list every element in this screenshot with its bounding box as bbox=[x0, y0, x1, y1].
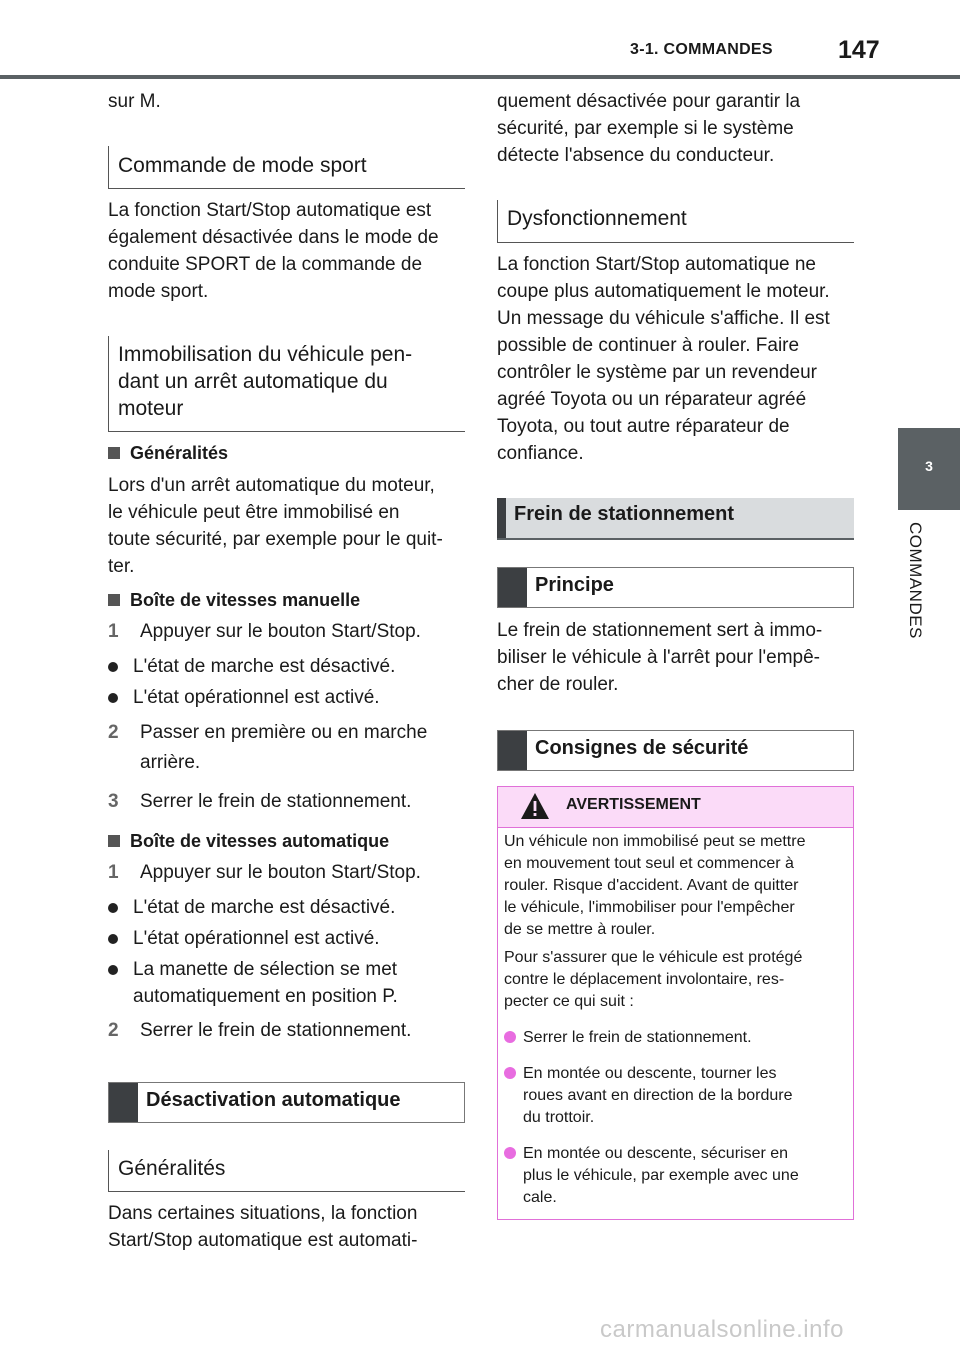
bullet-dot-icon bbox=[504, 1031, 516, 1043]
manual-step-2 bbox=[108, 722, 427, 744]
heading-sport-mode-text: Commande de mode sport bbox=[118, 154, 367, 177]
text-line: coupe plus automatiquement le moteur. bbox=[497, 281, 830, 302]
warning-paragraph-2 bbox=[504, 947, 802, 1013]
step-number: 1 bbox=[108, 621, 119, 642]
text-line: roues avant en direction de la bordure bbox=[523, 1087, 793, 1104]
subheading-general-text: Généralités bbox=[130, 443, 229, 463]
bullet-dot-icon bbox=[504, 1147, 516, 1159]
text-line: en mouvement tout seul et commencer à bbox=[504, 855, 794, 872]
subheading-automatic-text: Boîte de vitesses automatique bbox=[130, 831, 390, 851]
manual-step-2-cont: arrière. bbox=[140, 752, 201, 773]
intro-text: sur M. bbox=[108, 91, 161, 112]
section-bar-parking-brake bbox=[497, 498, 854, 540]
box-heading-text: Consignes de sécurité bbox=[535, 737, 749, 759]
warning-bullet-1 bbox=[504, 1027, 844, 1049]
step-number: 2 bbox=[108, 1020, 119, 1041]
text-line: ter. bbox=[108, 556, 135, 577]
paragraph-sport bbox=[108, 197, 439, 305]
step-number: 1 bbox=[108, 862, 119, 883]
text-line: quement désactivée pour garantir la bbox=[497, 91, 801, 112]
step-text: Appuyer sur le bouton Start/Stop. bbox=[140, 621, 421, 642]
bullet-text: La manette de sélection se met bbox=[133, 959, 398, 980]
text-line: le véhicule peut être immobilisé en bbox=[108, 502, 400, 523]
section-bar-text: Frein de stationnement bbox=[514, 503, 735, 525]
text-line: En montée ou descente, tourner les bbox=[523, 1065, 777, 1082]
text-line: possible de continuer à rouler. Faire bbox=[497, 335, 800, 356]
auto-bullet-1 bbox=[108, 894, 465, 921]
manual-bullet-2 bbox=[108, 684, 465, 711]
page-number: 147 bbox=[838, 36, 880, 64]
manual-step-1 bbox=[108, 621, 421, 643]
text-line: contrôler le système par un revendeur bbox=[497, 362, 817, 383]
bullet-dot-icon bbox=[108, 662, 118, 672]
heading-malfunction bbox=[497, 200, 854, 243]
bullet-dot-icon bbox=[108, 965, 118, 975]
text-line: rouler. Risque d'accident. Avant de quitter bbox=[504, 877, 799, 894]
bullet-text: L'état opérationnel est activé. bbox=[133, 928, 380, 949]
square-bullet-icon bbox=[108, 447, 120, 459]
text-line: mode sport. bbox=[108, 281, 209, 302]
bullet-dot-icon bbox=[108, 903, 118, 913]
heading-malfunction-text: Dysfonctionnement bbox=[507, 207, 687, 230]
text-line: moteur bbox=[118, 397, 184, 420]
auto-step-2 bbox=[108, 1020, 411, 1042]
subheading-automatic bbox=[108, 831, 389, 852]
text-line: le véhicule, l'immobiliser pour l'empêcher bbox=[504, 899, 795, 916]
text-line: du trottoir. bbox=[523, 1109, 595, 1126]
text-line: sécurité, par exemple si le système bbox=[497, 118, 794, 139]
text-line: Un message du véhicule s'affiche. Il est bbox=[497, 308, 830, 329]
text-line: également désactivée dans le mode de bbox=[108, 227, 439, 248]
box-heading-text: Désactivation automatique bbox=[146, 1089, 401, 1111]
text-line: cher de rouler. bbox=[497, 674, 619, 695]
box-heading-text: Principe bbox=[535, 574, 614, 596]
text-line: conduite SPORT de la commande de bbox=[108, 254, 423, 275]
text-line: de se mettre à rouler. bbox=[504, 921, 656, 938]
paragraph-malfunction bbox=[497, 251, 830, 467]
step-text: Appuyer sur le bouton Start/Stop. bbox=[140, 862, 421, 883]
auto-step-1 bbox=[108, 862, 421, 884]
bar-tab bbox=[497, 498, 506, 538]
bullet-dot-icon bbox=[108, 693, 118, 703]
text-line: agréé Toyota ou un réparateur agréé bbox=[497, 389, 807, 410]
heading-immobilisation bbox=[108, 336, 465, 432]
section-title: 3-1. COMMANDES bbox=[630, 41, 773, 58]
text-line: contre le déplacement involontaire, res- bbox=[504, 971, 785, 988]
text-line: Serrer le frein de stationnement. bbox=[523, 1029, 752, 1046]
heading-general-2 bbox=[108, 1150, 465, 1192]
warning-bullet-3 bbox=[504, 1143, 844, 1209]
bullet-text: L'état opérationnel est activé. bbox=[133, 687, 380, 708]
warning-box bbox=[497, 786, 854, 1220]
bullet-text: L'état de marche est désactivé. bbox=[133, 897, 396, 918]
warning-triangle-icon bbox=[520, 791, 550, 821]
step-text: Passer en première ou en marche bbox=[140, 722, 428, 743]
heading-tab bbox=[498, 731, 527, 770]
auto-bullet-2 bbox=[108, 925, 465, 952]
square-bullet-icon bbox=[108, 835, 120, 847]
heading-tab bbox=[109, 1083, 138, 1122]
warning-paragraph-1 bbox=[504, 831, 805, 941]
watermark: carmanualsonline.info bbox=[600, 1316, 844, 1343]
manual-step-3 bbox=[108, 791, 411, 813]
subheading-manual bbox=[108, 590, 360, 611]
bullet-text: automatiquement en position P. bbox=[133, 986, 398, 1007]
text-line: Pour s'assurer que le véhicule est protégé bbox=[504, 949, 803, 966]
step-text: Serrer le frein de stationnement. bbox=[140, 1020, 412, 1041]
paragraph-continued bbox=[497, 88, 800, 169]
paragraph-general bbox=[108, 472, 443, 580]
paragraph-general-2 bbox=[108, 1200, 417, 1254]
text-line: confiance. bbox=[497, 443, 584, 464]
text-line: Le frein de stationnement sert à immo- bbox=[497, 620, 823, 641]
heading-general-2-text: Généralités bbox=[118, 1157, 226, 1180]
manual-bullet-1 bbox=[108, 653, 465, 680]
auto-bullet-3 bbox=[108, 956, 465, 1010]
text-line: pecter ce qui suit : bbox=[504, 993, 634, 1010]
text-line: La fonction Start/Stop automatique est bbox=[108, 200, 432, 221]
step-number: 2 bbox=[108, 722, 119, 743]
text-line: Lors d'un arrêt automatique du moteur, bbox=[108, 475, 435, 496]
step-text: Serrer le frein de stationnement. bbox=[140, 791, 412, 812]
text-line: Un véhicule non immobilisé peut se mettre bbox=[504, 833, 806, 850]
text-line: Dans certaines situations, la fonction bbox=[108, 1203, 418, 1224]
warning-header bbox=[498, 787, 853, 828]
subheading-manual-text: Boîte de vitesses manuelle bbox=[130, 590, 361, 610]
box-heading-deactivation bbox=[108, 1082, 465, 1123]
chapter-number: 3 bbox=[925, 458, 933, 474]
box-heading-safety bbox=[497, 730, 854, 771]
box-heading-principle bbox=[497, 567, 854, 608]
header-rule bbox=[0, 75, 960, 79]
step-number: 3 bbox=[108, 791, 119, 812]
text-line: La fonction Start/Stop automatique ne bbox=[497, 254, 816, 275]
chapter-label: COMMANDES bbox=[906, 522, 925, 639]
text-line: Immobilisation du véhicule pen- bbox=[118, 343, 413, 366]
bullet-dot-icon bbox=[108, 934, 118, 944]
text-line: détecte l'absence du conducteur. bbox=[497, 145, 775, 166]
text-line: Toyota, ou tout autre réparateur de bbox=[497, 416, 790, 437]
text-line: dant un arrêt automatique du bbox=[118, 370, 388, 393]
paragraph-principle bbox=[497, 617, 822, 698]
text-line: biliser le véhicule à l'arrêt pour l'empê- bbox=[497, 647, 821, 668]
text-line: Start/Stop automatique est automati- bbox=[108, 1230, 418, 1251]
text-line: toute sécurité, par exemple pour le quit- bbox=[108, 529, 443, 550]
text-line: cale. bbox=[523, 1189, 557, 1206]
warning-bullet-2 bbox=[504, 1063, 844, 1129]
heading-sport-mode bbox=[108, 146, 465, 189]
subheading-general bbox=[108, 443, 228, 464]
square-bullet-icon bbox=[108, 594, 120, 606]
text-line: En montée ou descente, sécuriser en bbox=[523, 1145, 789, 1162]
heading-tab bbox=[498, 568, 527, 607]
warning-title: AVERTISSEMENT bbox=[566, 796, 701, 813]
text-line: plus le véhicule, par exemple avec une bbox=[523, 1167, 799, 1184]
bullet-text: L'état de marche est désactivé. bbox=[133, 656, 396, 677]
bullet-dot-icon bbox=[504, 1067, 516, 1079]
